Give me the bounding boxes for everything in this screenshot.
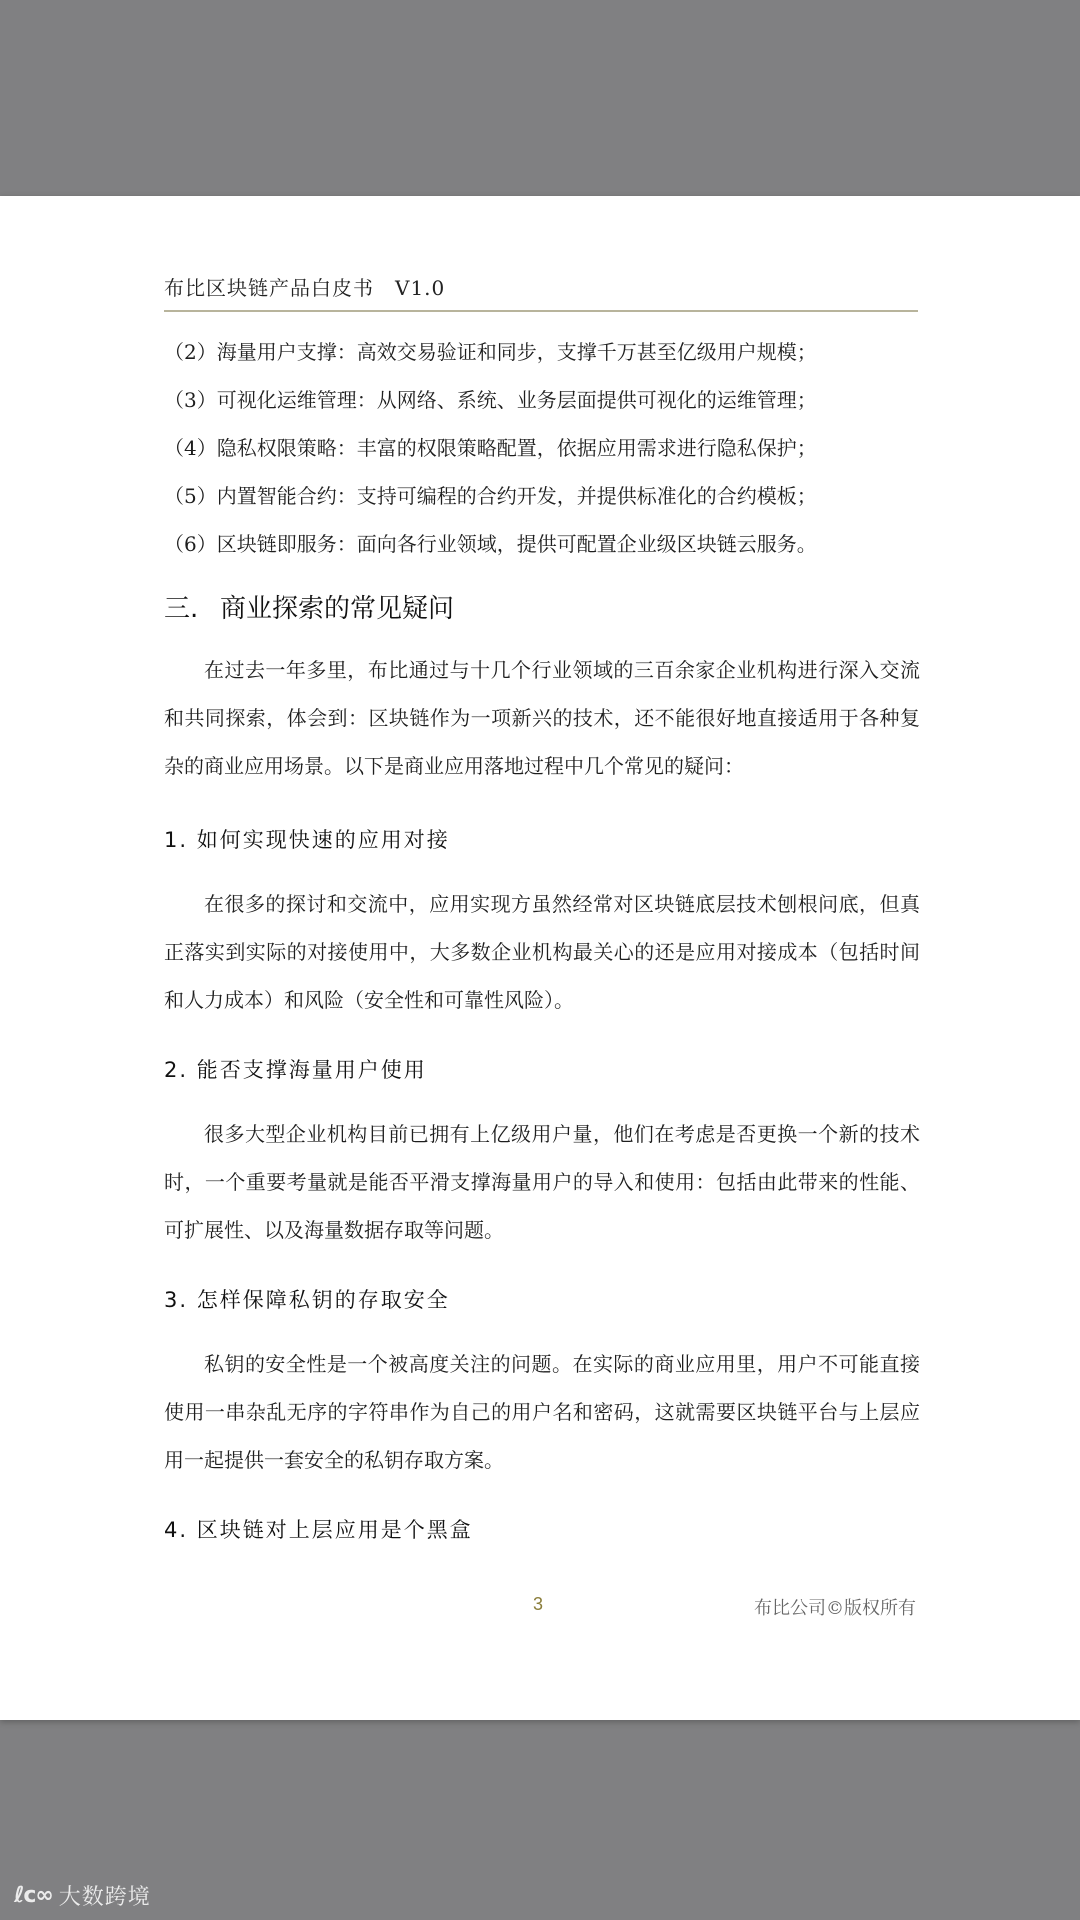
feature-item: （5）内置智能合约：支持可编程的合约开发，并提供标准化的合约模板； (164, 484, 817, 508)
watermark (14, 1878, 151, 1912)
feature-item: （3）可视化运维管理：从网络、系统、业务层面提供可视化的运维管理； (164, 388, 817, 412)
question-heading-4: 4. 区块链对上层应用是个黑盒 (164, 1518, 473, 1542)
question-body-3: 私钥的安全性是一个被高度关注的问题。在实际的商业应用里，用户不可能直接使用一串杂乱无序的字符串作为自己的用户名和密码，这就需要区块链平台与上层应用一起提供一套安全的私钥存取方案。 (164, 1352, 920, 1472)
section-number: 三. (164, 594, 199, 624)
question-heading-2: 2. 能否支撑海量用户使用 (164, 1058, 427, 1082)
question-heading-1: 1. 如何实现快速的应用对接 (164, 828, 450, 852)
section-title: 商业探索的常见疑问 (220, 594, 455, 624)
document-page (0, 196, 1080, 1720)
watermark-text: 大数跨境 (58, 1884, 151, 1910)
question-body-2: 很多大型企业机构目前已拥有上亿级用户量，他们在考虑是否更换一个新的技术时，一个重要考量就是能否平滑支撑海量用户的导入和使用：包括由此带来的性能、可扩展性、以及海量数据存取等问题。 (164, 1122, 920, 1242)
page-header (164, 272, 918, 312)
feature-item: （4）隐私权限策略：丰富的权限策略配置，依据应用需求进行隐私保护； (164, 436, 817, 460)
document-title: 布比区块链产品白皮书 V1.0 (164, 276, 446, 300)
watermark-logo-icon: ℓc∞ (14, 1882, 53, 1908)
question-heading-3: 3. 怎样保障私钥的存取安全 (164, 1288, 450, 1312)
question-body-1: 在很多的探讨和交流中，应用实现方虽然经常对区块链底层技术刨根问底，但真正落实到实际的对接使用中，大多数企业机构最关心的还是应用对接成本（包括时间和人力成本）和风险（安全性和可靠性风险）。 (164, 892, 920, 1012)
page-number: 3 (533, 1594, 544, 1614)
copyright-notice: 布比公司©版权所有 (754, 1598, 916, 1619)
section-heading (164, 588, 454, 625)
feature-item: （2）海量用户支撑：高效交易验证和同步，支撑千万甚至亿级用户规模； (164, 340, 817, 364)
feature-list (164, 328, 924, 568)
feature-item: （6）区块链即服务：面向各行业领域，提供可配置企业级区块链云服务。 (164, 532, 817, 556)
section-intro-paragraph: 在过去一年多里，布比通过与十几个行业领域的三百余家企业机构进行深入交流和共同探索，体会到：区块链作为一项新兴的技术，还不能很好地直接适用于各种复杂的商业应用场景。以下是商业应用落地过程中几个常见的疑问： (164, 658, 920, 778)
